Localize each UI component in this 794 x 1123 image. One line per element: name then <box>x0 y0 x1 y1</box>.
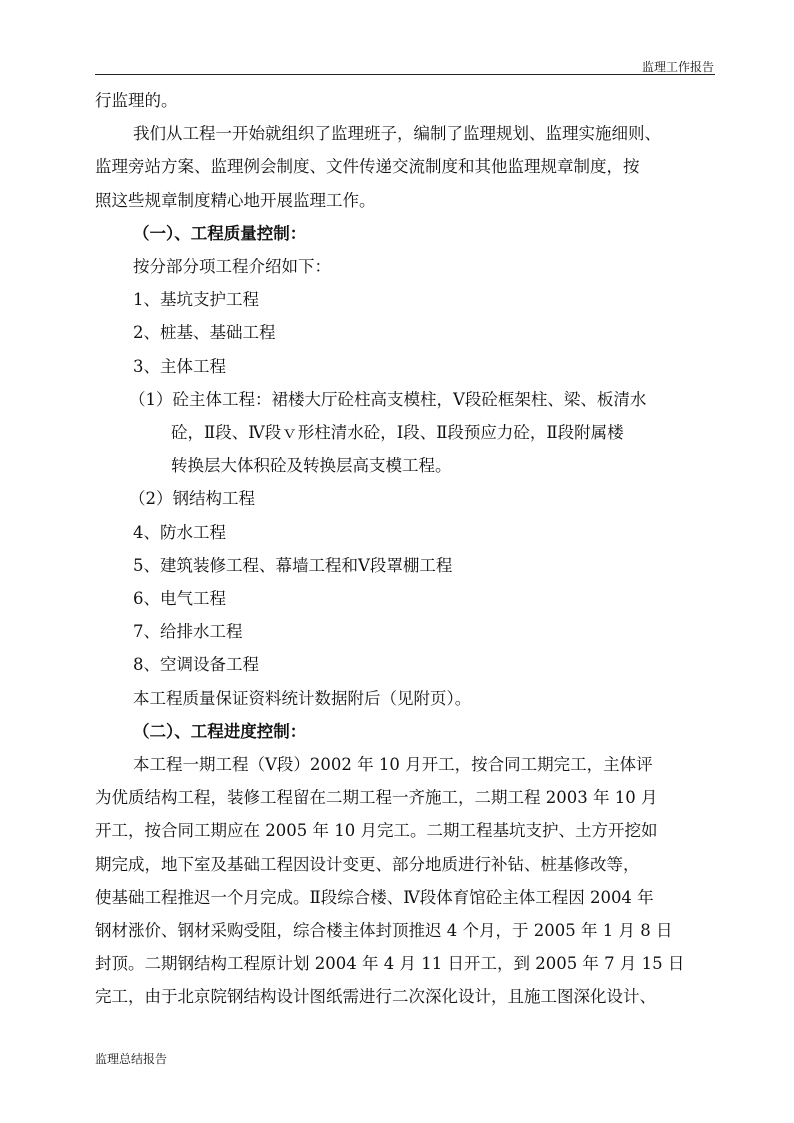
sub-list-item-continued: 砼，Ⅱ段、Ⅳ段ｖ形柱清水砼，Ⅰ段、Ⅱ段预应力砼，Ⅱ段附属楼 <box>171 423 624 443</box>
body-line: 我们从工程一开始就组织了监理班子，编制了监理规划、监理实施细则、 <box>133 124 661 144</box>
body-line: 完工，由于北京院钢结构设计图纸需进行二次深化设计，且施工图深化设计、 <box>95 987 656 1007</box>
list-item: 8、空调设备工程 <box>133 655 259 675</box>
body-line: 照这些规章制度精心地开展监理工作。 <box>95 190 376 210</box>
page-footer-text: 监理总结报告 <box>95 1052 168 1066</box>
list-item: 7、给排水工程 <box>133 622 243 642</box>
list-item: 5、建筑装修工程、幕墙工程和Ⅴ段罩棚工程 <box>133 555 453 575</box>
list-item: 2、桩基、基础工程 <box>133 323 276 343</box>
list-item: 6、电气工程 <box>133 589 226 609</box>
body-line: 开工，按合同工期应在 2005 年 10 月完工。二期工程基坑支护、土方开挖如 <box>95 821 658 841</box>
list-item: 3、主体工程 <box>133 356 226 376</box>
body-line: 钢材涨价、钢材采购受阻，综合楼主体封顶推迟 4 个月，于 2005 年 1 月 8 日 <box>95 921 673 941</box>
body-line: 按分部分项工程介绍如下： <box>133 257 331 277</box>
header-divider <box>95 74 715 75</box>
body-line: 本工程质量保证资料统计数据附后（见附页）。 <box>133 688 472 708</box>
body-line: 本工程一期工程（Ⅴ段）2002 年 10 月开工，按合同工期完工，主体评 <box>133 755 653 775</box>
body-line: 封顶。二期钢结构工程原计划 2004 年 4 月 11 日开工，到 2005 年 7 月 15 日 <box>95 954 685 974</box>
sub-list-item-continued: 转换层大体积砼及转换层高支模工程。 <box>171 456 452 476</box>
section-heading-quality: （一）、工程质量控制： <box>133 223 307 243</box>
section-heading-schedule: （二）、工程进度控制： <box>133 721 307 741</box>
document-body <box>95 84 720 1014</box>
body-line: 使基础工程推迟一个月完成。Ⅱ段综合楼、Ⅳ段体育馆砼主体工程因 2004 年 <box>95 887 654 907</box>
list-item: 1、基坑支护工程 <box>133 290 259 310</box>
list-item: 4、防水工程 <box>133 522 226 542</box>
sub-list-item: （2）钢结构工程 <box>129 489 255 509</box>
body-line: 为优质结构工程，装修工程留在二期工程一齐施工，二期工程 2003 年 10 月 <box>95 788 658 808</box>
page-header-title: 监理工作报告 <box>641 60 714 74</box>
sub-list-item: （1）砼主体工程：裙楼大厅砼柱高支模柱，Ⅴ段砼框架柱、梁、板清水 <box>129 389 647 409</box>
body-line: 行监理的。 <box>95 91 178 110</box>
body-line: 监理旁站方案、监理例会制度、文件传递交流制度和其他监理规章制度，按 <box>95 157 640 177</box>
body-line: 期完成，地下室及基础工程因设计变更、部分地质进行补钻、桩基修改等， <box>95 854 640 874</box>
